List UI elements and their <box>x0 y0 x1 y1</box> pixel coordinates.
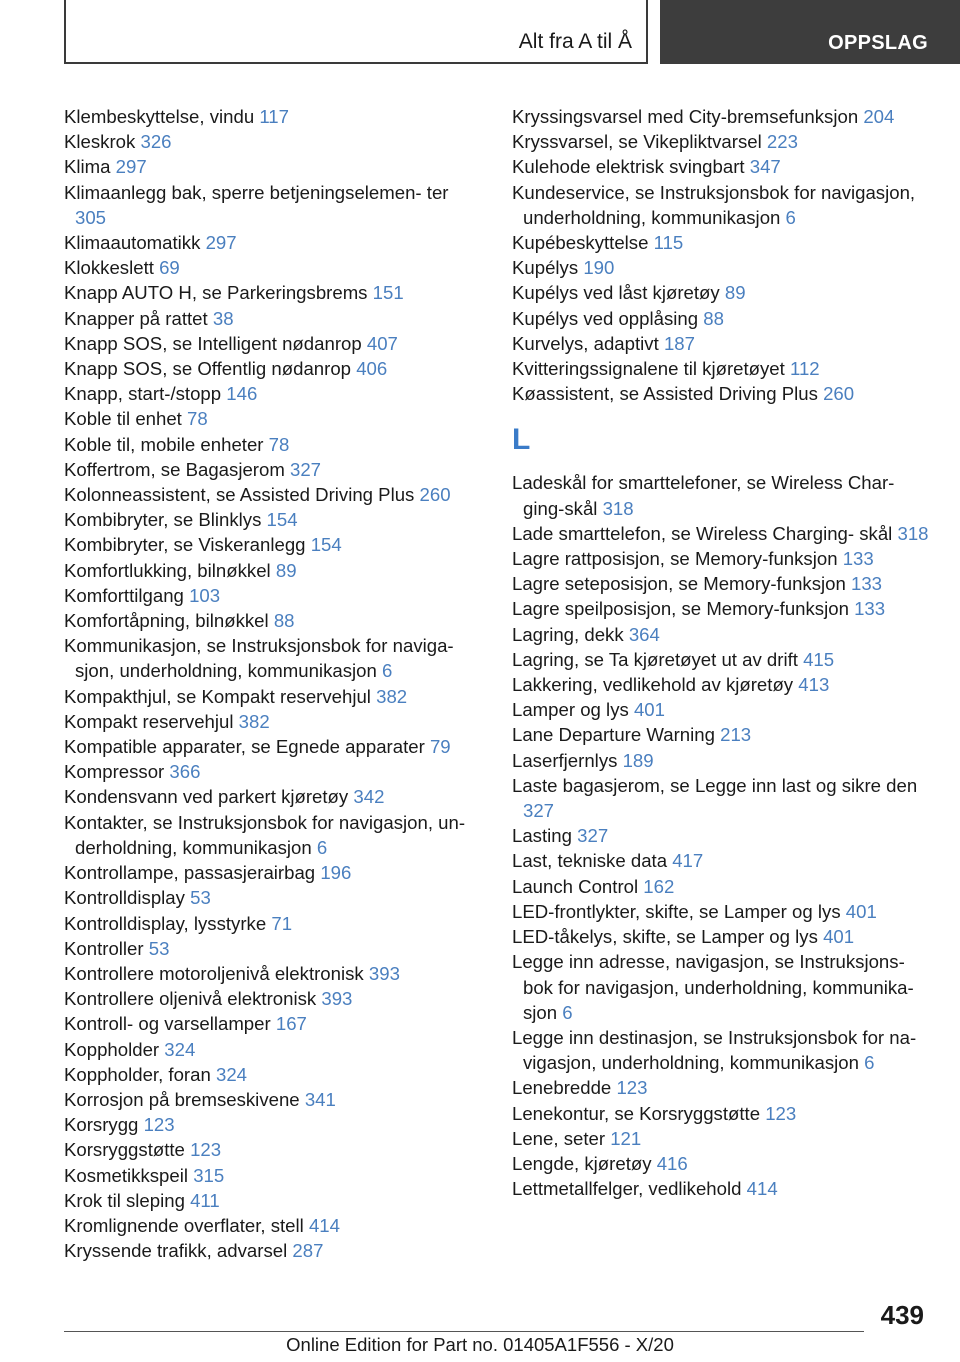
index-group-k-continued <box>512 104 932 406</box>
index-entry-text: Kvitteringssignalene til kjøretøyet <box>512 358 785 380</box>
index-entry <box>64 306 476 331</box>
index-entry <box>64 1087 476 1112</box>
index-entry-page-link[interactable]: 297 <box>115 156 147 178</box>
index-column-left <box>64 104 476 1263</box>
index-entry <box>512 949 932 1025</box>
index-entry <box>512 306 932 331</box>
index-entry-page-link[interactable]: 213 <box>720 724 752 746</box>
index-entry-text: Kontrollampe, passasjerairbag <box>64 862 316 884</box>
index-entry-page-link[interactable]: 69 <box>159 257 180 279</box>
index-letter-heading: L <box>512 423 531 457</box>
index-entry-page-link[interactable]: 38 <box>212 307 234 329</box>
index-entry-text: Kompatible apparater, se Egnede apparater <box>64 736 425 758</box>
index-entry-page-link[interactable]: 382 <box>376 685 408 707</box>
index-entry <box>64 381 476 406</box>
index-entry-text: Kombibryter, se Viskeranlegg <box>64 534 306 556</box>
footer-divider <box>64 1331 864 1332</box>
index-entry <box>512 230 932 255</box>
index-entry-text: Kurvelys, adaptivt <box>512 332 659 354</box>
index-entry-page-link[interactable]: 324 <box>164 1038 196 1060</box>
index-entry-text: Kromlignende overflater, stell <box>64 1214 304 1236</box>
index-entry-text: Legge inn adresse, navigasjon, se Instruksjons- bok for navigasjon, underholdning, kommunika- sjon <box>512 951 914 1023</box>
index-entry <box>64 810 476 860</box>
index-entry <box>512 571 932 596</box>
index-entry <box>512 1075 932 1100</box>
index-entry <box>512 154 932 179</box>
index-entry-text: Knapp SOS, se Offentlig nødanrop <box>64 358 352 380</box>
index-entry <box>64 558 476 583</box>
index-entry <box>512 104 932 129</box>
index-entry-page-link[interactable]: 78 <box>268 433 290 455</box>
index-entry-page-link[interactable]: 347 <box>749 156 781 178</box>
index-entry-page-link[interactable]: 154 <box>266 509 298 531</box>
index-entry-page-link[interactable]: 196 <box>320 862 352 884</box>
index-entry <box>64 709 476 734</box>
index-entry-text: Kundeservice, se Instruksjonsbok for navigasjon, underholdning, kommunikasjon <box>512 181 916 228</box>
index-entry <box>64 280 476 305</box>
index-entry <box>512 381 932 406</box>
index-entry-page-link[interactable]: 162 <box>643 875 675 897</box>
index-entry-page-link[interactable]: 6 <box>864 1052 875 1074</box>
index-entry-page-link[interactable]: 146 <box>226 383 258 405</box>
index-entry-text: Korsrygg <box>64 1114 139 1136</box>
index-column-right <box>512 104 932 1201</box>
index-entry <box>512 331 932 356</box>
header-section-tab <box>660 0 960 64</box>
index-entry-page-link[interactable]: 6 <box>785 206 796 228</box>
index-entry-page-link[interactable]: 318 <box>897 522 929 544</box>
index-entry-page-link[interactable]: 416 <box>656 1152 688 1174</box>
index-entry-text: Kombibryter, se Blinklys <box>64 509 262 531</box>
index-entry-text: Knapp SOS, se Intelligent nødanrop <box>64 332 362 354</box>
index-entry-page-link[interactable]: 297 <box>205 232 237 254</box>
index-entry-text: Koppholder <box>64 1038 160 1060</box>
index-entry-text: Kulehode elektrisk svingbart <box>512 156 745 178</box>
index-entry-text: Lamper og lys <box>512 699 629 721</box>
index-entry-text: Lene, seter <box>512 1127 606 1149</box>
index-entry-text: Kupébeskyttelse <box>512 232 649 254</box>
header-title-box <box>64 0 648 64</box>
index-entry-page-link[interactable]: 401 <box>633 699 665 721</box>
index-entry-text: Køassistent, se Assisted Driving Plus <box>512 383 818 405</box>
index-entry <box>512 1101 932 1126</box>
index-entry-page-link[interactable]: 382 <box>238 710 270 732</box>
index-entry <box>512 697 932 722</box>
index-entry-page-link[interactable]: 123 <box>616 1077 648 1099</box>
index-entry-page-link[interactable]: 88 <box>273 610 295 632</box>
index-entry <box>64 885 476 910</box>
index-entry <box>512 596 932 621</box>
index-entry-text: Kryssvarsel, se Vikepliktvarsel <box>512 131 762 153</box>
index-entry-page-link[interactable]: 89 <box>275 559 297 581</box>
index-entry-page-link[interactable]: 88 <box>703 307 724 329</box>
index-entry-page-link[interactable]: 154 <box>310 534 342 556</box>
index-entry <box>64 180 476 230</box>
index-entry <box>512 748 932 773</box>
index-entry-page-link[interactable]: 123 <box>765 1102 797 1124</box>
index-entry-page-link[interactable]: 204 <box>863 106 895 127</box>
index-entry <box>512 546 932 571</box>
index-entry <box>64 583 476 608</box>
index-entry-page-link[interactable]: 366 <box>169 761 201 783</box>
index-entry <box>64 129 476 154</box>
index-entry-page-link[interactable]: 53 <box>148 937 170 959</box>
index-entry-page-link[interactable]: 393 <box>368 962 400 984</box>
index-entry-text: Lagre seteposisjon, se Memory-funksjon <box>512 573 846 595</box>
index-entry-text: Koble til enhet <box>64 408 182 430</box>
index-entry-text: Lengde, kjøretøy <box>512 1152 652 1174</box>
index-entry-page-link[interactable]: 342 <box>353 786 385 808</box>
index-entry-page-link[interactable]: 6 <box>381 660 393 682</box>
index-entry-text: Knapp AUTO H, se Parkeringsbrems <box>64 282 368 304</box>
index-entry-text: Kommunikasjon, se Instruksjonsbok for naviga- sjon, underholdning, kommunikasjon <box>64 635 454 682</box>
index-entry <box>64 154 476 179</box>
index-entry-text: Lenekontur, se Korsryggstøtte <box>512 1102 761 1124</box>
index-entry-text: Klembeskyttelse, vindu <box>64 106 255 127</box>
index-entry-text: Kontroll- og varsellamper <box>64 1013 271 1035</box>
index-entry <box>512 521 932 546</box>
index-entry-page-link[interactable]: 364 <box>628 623 660 645</box>
index-entry-page-link[interactable]: 401 <box>845 900 877 922</box>
index-entry <box>512 1025 932 1075</box>
footer-edition: Online Edition for Part no. 01405A1F556 - X/20 <box>286 1334 674 1355</box>
index-entry-page-link[interactable]: 115 <box>653 232 684 254</box>
index-entry-page-link[interactable]: 133 <box>842 548 874 570</box>
index-entry <box>64 482 476 507</box>
index-entry-text: Kontroller <box>64 937 144 959</box>
index-entry <box>512 255 932 280</box>
index-entry-page-link[interactable]: 187 <box>663 332 695 354</box>
index-entry-text: LED-frontlykter, skifte, se Lamper og lys <box>512 900 841 922</box>
index-entry <box>64 784 476 809</box>
index-entry-page-link[interactable]: 189 <box>622 749 654 771</box>
index-entry-text: Laste bagasjerom, se Legge inn last og sikre den <box>512 774 918 796</box>
index-entry <box>64 961 476 986</box>
index-entry-page-link[interactable]: 324 <box>215 1063 248 1085</box>
index-entry <box>512 470 932 520</box>
index-entry-text: Laserfjernlys <box>512 749 618 771</box>
index-entry-text: Lagre speilposisjon, se Memory-funksjon <box>512 598 849 620</box>
index-entry <box>64 230 476 255</box>
index-entry-page-link[interactable]: 78 <box>187 408 208 430</box>
index-entry-text: Lettmetallfelger, vedlikehold <box>512 1178 742 1200</box>
index-entry-page-link[interactable]: 133 <box>854 598 886 620</box>
index-entry-page-link[interactable]: 327 <box>577 825 609 847</box>
index-entry <box>64 532 476 557</box>
index-entry-text: Kondensvann ved parkert kjøretøy <box>64 786 349 808</box>
index-entry-page-link[interactable]: 6 <box>316 836 328 858</box>
index-entry-text: Klimaanlegg bak, sperre betjeningselemen- ter <box>64 181 449 203</box>
index-entry <box>512 848 932 873</box>
index-entry-text: Klokkeslett <box>64 257 154 279</box>
index-entry-text: Koffertrom, se Bagasjerom <box>64 458 285 480</box>
index-entry-text: Klimaautomatikk <box>64 232 201 254</box>
index-entry-page-link[interactable]: 167 <box>275 1013 307 1035</box>
index-entry <box>64 255 476 280</box>
index-entry-page-link[interactable]: 6 <box>562 1001 573 1023</box>
index-entry <box>64 507 476 532</box>
index-entry <box>64 406 476 431</box>
index-entry-text: Komfortåpning, bilnøkkel <box>64 610 269 632</box>
index-entry <box>64 1213 476 1238</box>
index-entry <box>512 823 932 848</box>
index-entry-page-link[interactable]: 326 <box>140 131 172 153</box>
index-entry <box>64 860 476 885</box>
index-entry-text: Korrosjon på bremseskivene <box>64 1088 300 1110</box>
index-entry-page-link[interactable]: 393 <box>321 988 353 1010</box>
index-entry-text: Lagring, se Ta kjøretøyet ut av drift <box>512 648 798 670</box>
page-number: 439 <box>880 1300 924 1330</box>
index-entry-page-link[interactable]: 415 <box>803 648 835 670</box>
index-entry-page-link[interactable]: 287 <box>292 1240 324 1262</box>
index-entry-text: Lagre rattposisjon, se Memory-funksjon <box>512 548 838 570</box>
index-entry-text: Kontakter, se Instruksjonsbok for navigasjon, un- derholdning, kommunikasjon <box>64 811 466 858</box>
index-entry-text: Krok til sleping <box>64 1189 185 1211</box>
index-entry-text: Kupélys ved opplåsing <box>512 307 699 329</box>
index-entry-text: Kosmetikkspeil <box>64 1164 189 1186</box>
index-entry <box>64 633 476 683</box>
index-entry-page-link[interactable]: 327 <box>289 458 322 480</box>
index-entry-text: Kontrolldisplay <box>64 887 185 909</box>
index-entry-text: Kontrolldisplay, lysstyrke <box>64 912 267 934</box>
index-entry <box>64 911 476 936</box>
index-entry-text: Kupélys ved låst kjøretøy <box>512 282 720 304</box>
header-title: Alt fra A til Å <box>518 30 632 53</box>
header-section-label: OPPSLAG <box>828 32 928 54</box>
index-entry <box>512 647 932 672</box>
index-entry-page-link[interactable]: 413 <box>798 674 830 696</box>
index-entry <box>64 734 476 759</box>
index-entry <box>512 924 932 949</box>
index-entry-page-link[interactable]: 407 <box>366 332 398 354</box>
index-entry <box>512 129 932 154</box>
index-entry-page-link[interactable]: 223 <box>766 131 798 153</box>
index-entry-page-link[interactable]: 315 <box>193 1164 225 1186</box>
index-entry <box>64 608 476 633</box>
index-entry <box>512 773 932 823</box>
index-entry-page-link[interactable]: 318 <box>602 497 634 519</box>
index-entry-page-link[interactable]: 151 <box>372 282 404 304</box>
index-entry-text: Lagring, dekk <box>512 623 624 645</box>
index-entry-text: Knapper på rattet <box>64 307 208 329</box>
index-entry <box>64 936 476 961</box>
index-entry-text: Kryssingsvarsel med City-bremsefunksjon <box>512 106 859 127</box>
index-entry <box>64 356 476 381</box>
index-entry-text: Kompakthjul, se Kompakt reservehjul <box>64 685 371 707</box>
index-entry <box>64 986 476 1011</box>
index-entry <box>512 180 932 230</box>
index-entry-page-link[interactable]: 406 <box>356 358 388 380</box>
index-entry <box>64 1037 476 1062</box>
index-entry-page-link[interactable]: 305 <box>75 206 107 228</box>
index-entry-page-link[interactable]: 133 <box>851 573 883 595</box>
index-entry-page-link[interactable]: 117 <box>259 106 289 127</box>
index-entry-page-link[interactable]: 327 <box>523 800 555 822</box>
index-entry <box>64 1238 476 1263</box>
index-entry-text: Lenebredde <box>512 1077 612 1099</box>
index-entry-text: LED-tåkelys, skifte, se Lamper og lys <box>512 926 818 948</box>
index-entry <box>64 457 476 482</box>
index-entry-page-link[interactable]: 260 <box>823 383 855 405</box>
index-entry-text: Kolonneassistent, se Assisted Driving Plus <box>64 484 415 506</box>
index-entry <box>64 684 476 709</box>
index-entry <box>64 759 476 784</box>
index-entry <box>64 1062 476 1087</box>
index-entry-text: Kleskrok <box>64 131 136 153</box>
index-entry-text: Kontrollere oljenivå elektronisk <box>64 988 317 1010</box>
index-entry <box>512 622 932 647</box>
index-entry <box>512 1126 932 1151</box>
index-entry <box>64 104 476 129</box>
index-entry-text: Kupélys <box>512 257 579 279</box>
index-entry-text: Koble til, mobile enheter <box>64 433 264 455</box>
index-entry-page-link[interactable]: 71 <box>271 912 293 934</box>
index-entry-page-link[interactable]: 79 <box>429 736 451 758</box>
index-entry-text: Kryssende trafikk, advarsel <box>64 1240 288 1262</box>
index-entry <box>64 331 476 356</box>
index-entry-page-link[interactable]: 123 <box>143 1114 175 1136</box>
index-entry-page-link[interactable]: 53 <box>190 887 211 909</box>
index-entry-text: Lade smarttelefon, se Wireless Charging- skål <box>512 522 893 544</box>
index-entry-text: Launch Control <box>512 875 639 897</box>
index-entry <box>512 874 932 899</box>
index-entry <box>512 1176 932 1201</box>
index-group-l <box>512 470 932 1201</box>
index-entry <box>64 1163 476 1188</box>
index-entry-page-link[interactable]: 417 <box>672 850 704 872</box>
index-entry <box>64 1112 476 1137</box>
index-entry-page-link[interactable]: 123 <box>190 1139 222 1161</box>
index-entry-text: Lane Departure Warning <box>512 724 715 746</box>
index-entry-text: Klima <box>64 156 111 178</box>
index-entry <box>512 722 932 747</box>
index-entry-page-link[interactable]: 414 <box>308 1214 340 1236</box>
index-entry-text: Legge inn destinasjon, se Instruksjonsbok for na- vigasjon, underholdning, kommunikasjon <box>512 1026 917 1074</box>
index-entry-page-link[interactable]: 341 <box>304 1088 336 1110</box>
index-entry-text: Last, tekniske data <box>512 850 668 872</box>
index-entry <box>64 1137 476 1162</box>
index-entry-text: Korsryggstøtte <box>64 1139 185 1161</box>
index-entry <box>512 356 932 381</box>
index-entry-text: Komfortlukking, bilnøkkel <box>64 559 271 581</box>
index-entry <box>512 672 932 697</box>
index-entry-page-link[interactable]: 414 <box>746 1178 778 1200</box>
index-entry-page-link[interactable]: 190 <box>583 257 615 279</box>
index-entry-text: Ladeskål for smarttelefoner, se Wireless Char- ging-skål <box>512 472 895 519</box>
index-entry-text: Kompakt reservehjul <box>64 710 234 732</box>
index-entry <box>64 432 476 457</box>
index-entry-text: Kontrollere motoroljenivå elektronisk <box>64 962 364 984</box>
index-entry-text: Knapp, start-/stopp <box>64 383 222 405</box>
index-entry-page-link[interactable]: 103 <box>189 584 221 606</box>
index-entry-text: Lasting <box>512 825 572 847</box>
index-entry-text: Kompressor <box>64 761 165 783</box>
index-entry-text: Lakkering, vedlikehold av kjøretøy <box>512 674 794 696</box>
index-entry <box>512 1151 932 1176</box>
index-entry-page-link[interactable]: 411 <box>190 1189 220 1211</box>
index-entry <box>512 899 932 924</box>
index-entry-page-link[interactable]: 401 <box>823 926 855 948</box>
index-entry-page-link[interactable]: 89 <box>724 282 746 304</box>
index-entry <box>64 1011 476 1036</box>
index-entry-page-link[interactable]: 260 <box>419 484 451 506</box>
index-entry-text: Koppholder, foran <box>64 1063 211 1085</box>
index-entry-page-link[interactable]: 121 <box>610 1127 642 1149</box>
index-entry <box>512 280 932 305</box>
index-entry-page-link[interactable]: 112 <box>790 358 820 380</box>
index-entry-text: Komforttilgang <box>64 584 184 606</box>
index-entry <box>64 1188 476 1213</box>
